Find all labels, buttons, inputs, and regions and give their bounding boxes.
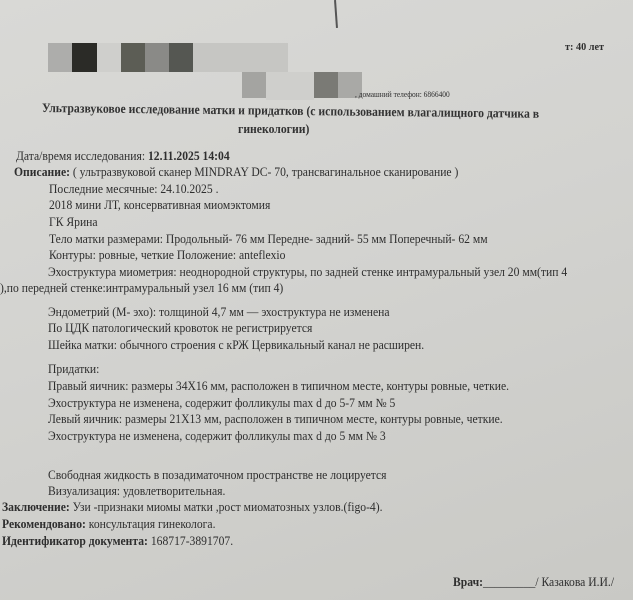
value: 12.11.2025 14:04 (147, 149, 230, 163)
doctor-name: / Казакова И.И./ (535, 575, 615, 589)
paper-fold (334, 0, 338, 28)
label: Рекомендовано: (2, 517, 86, 531)
exam-line: Шейка матки: обычного строения с кРЖ Цервикальный канал не расширен. (48, 338, 425, 352)
label: Описание: (14, 165, 70, 179)
recommended (2, 517, 215, 531)
exam-datetime (16, 149, 230, 163)
value: Узи -признаки миомы матки ,рост миоматозных узлов.(figo-4). (72, 500, 383, 514)
label: Врач: (453, 575, 484, 589)
exam-line: Контуры: ровные, четкие Положение: anteflexio (49, 248, 286, 262)
doctor-signature (453, 575, 614, 589)
exam-line: Эхоструктура миометрия: неоднородной структуры, по задней стенке интрамуральный узел 20 мм(тип 4 (48, 265, 568, 279)
document-id (2, 534, 233, 548)
free-fluid: Свободная жидкость в позадиматочном пространстве не лоцируется (48, 468, 387, 482)
visualization: Визуализация: удовлетворительная. (48, 484, 226, 498)
description (14, 165, 458, 179)
patient-age: т: 40 лет (565, 41, 605, 53)
label: Дата/время исследования: (16, 149, 146, 163)
exam-line: ),по передней стенке:интрамуральный узел 16 мм (тип 4) (0, 281, 284, 295)
adnexa-line: Эхоструктура не изменена, содержит фолликулы max d до 5-7 мм № 5 (48, 396, 396, 410)
label: Заключение: (2, 500, 70, 514)
exam-line: Эндометрий (М- эхо): толщиной 4,7 мм — эхоструктура не изменена (48, 305, 390, 319)
exam-line: ГК Ярина (49, 215, 98, 229)
label: Идентификатор документа: (2, 534, 148, 548)
exam-line: Тело матки размерами: Продольный- 76 мм Передне- задний- 55 мм Поперечный- 62 мм (49, 232, 488, 246)
value: консультация гинеколога. (88, 517, 216, 531)
value: 168717-3891707. (150, 534, 234, 548)
adnexa-heading: Придатки: (48, 362, 100, 376)
signature-line: _________ (483, 575, 536, 589)
exam-line: По ЦДК патологический кровоток не регистрируется (48, 321, 313, 335)
value: ( ультразвуковой сканер MINDRAY DC- 70, трансвагинальное сканирование ) (72, 165, 459, 179)
exam-line: 2018 мини ЛТ, консервативная миомэктомия (49, 198, 271, 212)
adnexa-line: Эхоструктура не изменена, содержит фолликулы max d до 5 мм № 3 (48, 429, 386, 443)
conclusion (2, 500, 383, 514)
document-title-cont: гинекологии) (238, 121, 310, 136)
document-title: Ультразвуковое исследование матки и придатков (с использованием влагалищного датчика в (41, 100, 540, 121)
exam-line: Последние месячные: 24.10.2025 . (49, 182, 219, 196)
adnexa-line: Левый яичник: размеры 21X13 мм, расположен в типичном месте, контуры ровные, четкие. (48, 412, 503, 426)
adnexa-line: Правый яичник: размеры 34X16 мм, расположен в типичном месте, контуры ровные, четкие. (48, 379, 510, 393)
patient-phone: , домашний телефон: 6866400 (355, 90, 450, 99)
